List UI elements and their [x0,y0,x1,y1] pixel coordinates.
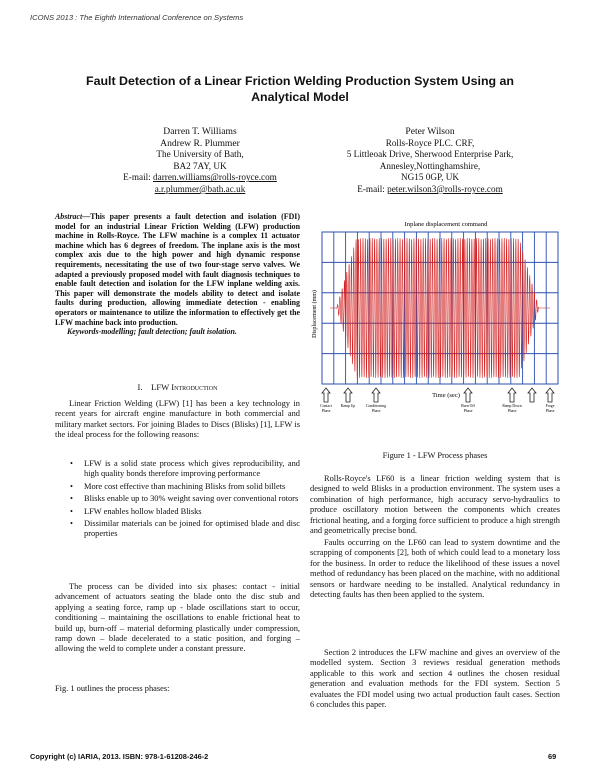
figure-caption: Figure 1 - LFW Process phases [382,451,488,460]
bullet-list [70,459,300,542]
phase-label: Conditioning [365,404,387,408]
email-link[interactable]: darren.williams@rolls-royce.com [153,172,277,183]
paper-title: Fault Detection of a Linear Friction Welding Production System Using an Analytical Model [86,74,514,104]
figure-plot [306,214,566,449]
list-item: • More cost effective than machining Blisks from solid billets [70,482,300,492]
paragraph: Faults occurring on the LF60 can lead to system downtime and the scrapping of components [2], both of which could lead to a monetary loss for the business. In order to reduce the likelihood of these issues a novel method of redundancy has been placed on the machine, with no additional sensors or hardware needing to be installed. Analytical redundancy in detecting faults has then been applied to the system. [310,538,560,600]
paragraph: Linear Friction Welding (LFW) [1] has been a key technology in recent years for aircraft engine manufacture in both commercial and military market sectors. For joining Blades to Discs (Blisks) [1], LFW is the ideal process for the following reasons: [55,399,300,440]
phase-label: Phase [371,409,381,413]
author-name: Andrew R. Plummer [160,137,240,149]
abstract [55,212,300,337]
list-item: • Dissimilar materials can be joined for optimised blade and disc properties [70,519,300,540]
phase-arrow-icon [372,388,380,402]
phase-label: Phase [321,409,331,413]
abstract-text: —This paper presents a fault detection and isolation (FDI) model for an industrial Linear Friction Welding (LFW) production machine in Rolls-Royce. The LFW machine is a complex 11 actuator machine which has 6 degrees of freedom. The inplane axis is the most complex axis due to the high power and high dynamic response requirements, necessitating the use of two four-stage servo valves. We adapted a previously proposed model with fault diagnosis techniques to enable fault detection and isolation for the LFW inplane welding axis. This paper will demonstrate the models ability to detect and isolate faults during production, allowing immediate detection - enabling operators or maintenance to utilize the information to effectively get the LFW machine back into production. [55,212,300,327]
paragraph: Rolls-Royce's LF60 is a linear friction welding system that is designed to weld Blisks in a production environment. The system uses a combination of high performance, high accuracy servo-hydraulics to produce oscillatory motion between the components which creates frictional heating, and a forging force sufficient to produce a high strength and geometrically precise bond. [310,474,560,536]
affiliation: Rolls-Royce PLC. CRF, [385,137,475,148]
phase-label: Phase [507,409,517,413]
keywords: Keywords-modelling; fault detection; fault isolation. [67,327,237,337]
page-number: 69 [548,752,557,761]
footer-copyright: Copyright (c) IARIA, 2013. ISBN: 978-1-61208-246-2 [30,752,209,761]
paragraph: Fig. 1 outlines the process phases: [55,684,170,693]
figure-1 [306,214,566,449]
signal-line [330,238,550,378]
phase-label: Contact [320,404,332,408]
phase-arrow-icon [344,388,352,402]
list-item: • LFW is a solid state process which gives reproducibility, and high quality bonds therefore improving performance [70,459,300,480]
phase-label: Phase [545,409,555,413]
email-line: E-mail: peter.wilson3@rolls-royce.com [357,183,503,194]
affiliation: BA2 7AY, UK [173,160,227,171]
email-link[interactable]: a.r.plummer@bath.ac.uk [154,183,246,194]
phase-label: Ramp Up [340,404,356,408]
email-line: E-mail: darren.williams@rolls-royce.com [123,172,277,183]
phase-arrow-icon [464,388,472,402]
phase-arrow-icon [508,388,516,402]
section-heading: I. LFW Introduction [137,382,218,392]
author-name: Darren T. Williams [163,126,237,137]
authors-right [320,126,540,196]
phase-arrow-icon [528,388,536,402]
author-name: Peter Wilson [405,126,455,137]
email-link[interactable]: peter.wilson3@rolls-royce.com [387,183,503,194]
phase-arrow-icon [546,388,554,402]
list-item: • Blisks enable up to 30% weight saving over conventional rotors [70,494,300,504]
plot-title: Inplane displacement command [404,221,488,228]
affiliation: NG15 0GP, UK [401,172,459,183]
paragraph: The process can be divided into six phases: contact - initial advancement of actuators seating the blade onto the disc stub and applying a seating force, ramp up - blade oscillations start to occur, conditioning – maintaining the oscillations to enable frictional heat to build up, burn-off – material deforming plastically under compression, ramp down – blade decelerated to a static position, and forging – allowing the weld to complete under a constant pressure. [55,582,300,654]
phase-label: Forge [545,404,555,408]
abstract-label: Abstract [55,212,83,221]
phase-arrow-icon [322,388,330,402]
phase-label: Ramp Down [502,404,522,408]
authors-left [105,126,295,196]
paragraph: Section 2 introduces the LFW machine and gives an overview of the modelled system. Section 3 reviews residual generation methods applicable to this work and section 4 outlines the chosen residual generation and evaluation methods for the FDI system. Section 5 evaluates the FDI model using two actual production fault cases. Section 6 concludes this paper. [310,648,560,710]
affiliation: 5 Littleoak Drive, Sherwood Enterprise Park, [346,149,514,160]
running-header: ICONS 2013 : The Eighth International Conference on Systems [30,13,244,22]
phase-label: Phase [463,409,473,413]
phase-labels [320,404,555,413]
affiliation: Annesley,Nottinghamshire, [379,160,481,171]
list-item: • LFW enables hollow bladed Blisks [70,507,300,517]
affiliation: The University of Bath, [156,149,244,160]
x-axis-label: Time (sec) [432,392,460,399]
phase-label: Burn Off [461,404,475,408]
y-axis-label: Displacement (mm) [312,290,318,338]
